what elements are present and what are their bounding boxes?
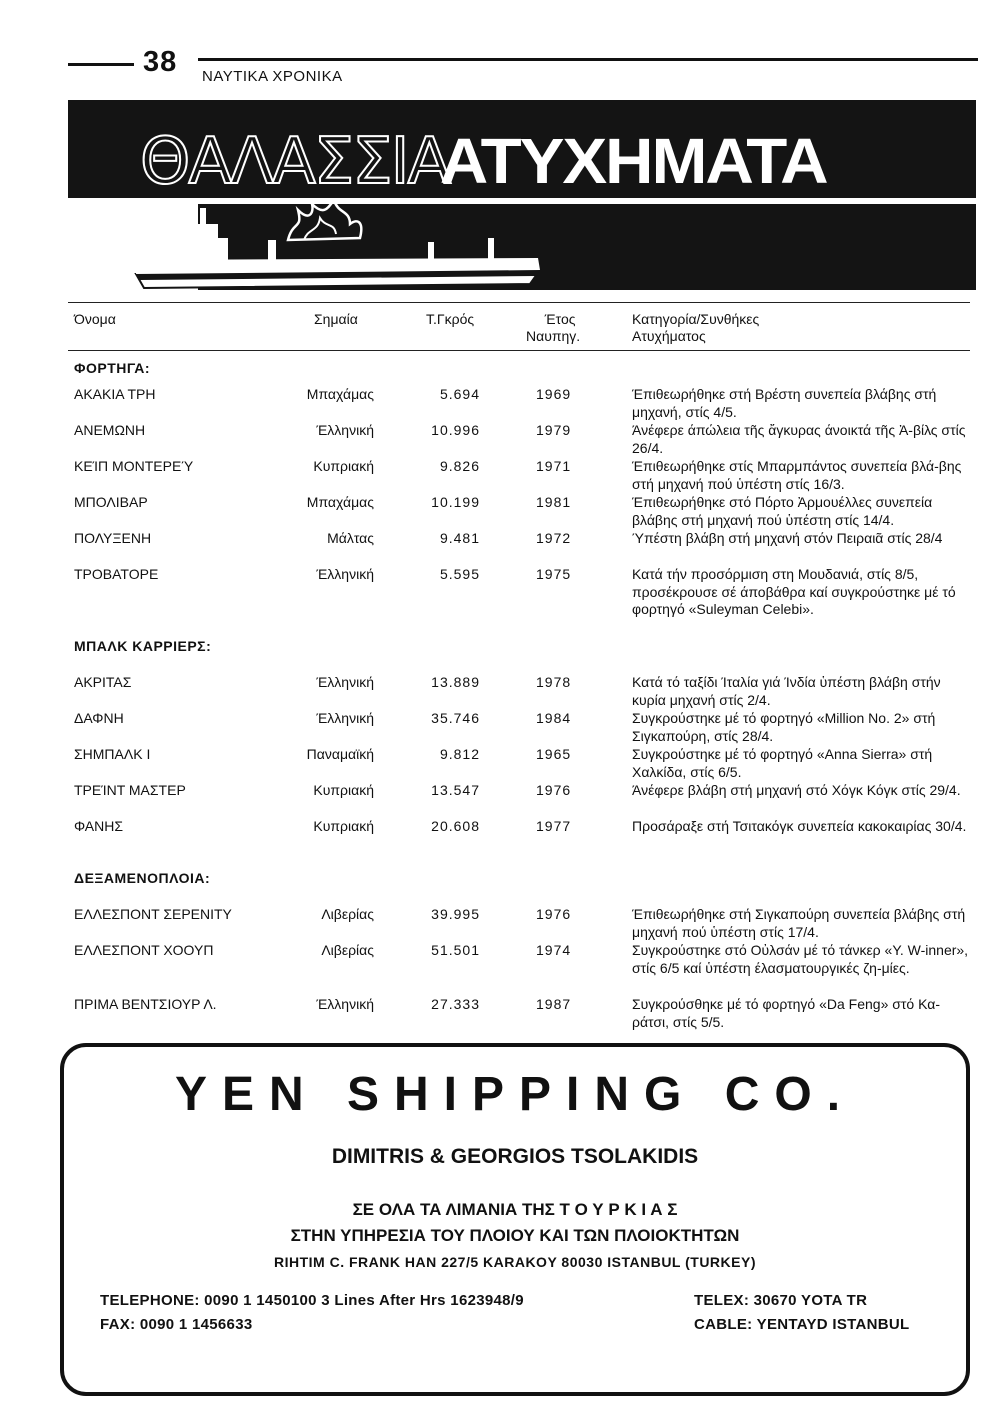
ad-company-name: YEN SHIPPING CO. — [174, 1068, 856, 1121]
ship-incident: Ύπέστη βλάβη στή μηχανή στόν Πειραιᾶ στίς 28/4 — [632, 530, 943, 546]
ship-name: ΑΚΑΚΙΑ ΤΡΗ — [74, 386, 156, 402]
ship-year: 1965 — [536, 746, 572, 762]
col-header-grt: Τ.Γκρός — [426, 311, 475, 327]
ship-incident: Συγκρούστηκε μέ τό φορτηγό «Anna Sierra» στή Χαλκίδα, στίς 6/5. — [632, 746, 933, 780]
ship-grt: 9.826 — [439, 458, 480, 474]
ship-year: 1987 — [536, 996, 572, 1012]
advertisement-box — [60, 1043, 970, 1396]
section-title-light: ΘΑΛΑΣΣΙΑ — [140, 125, 450, 199]
ship-incident: Συγκρούστηκε στό Οὐλσάν μέ τό τάνκερ «Y. W-inner», στίς 6/5 καί ὑπέστη έλασματουργικές ζη-μίες. — [632, 942, 969, 976]
ship-flag: Μπαχάμας — [306, 386, 374, 402]
header-rule-right — [198, 58, 978, 61]
ship-flag: Έλληνική — [316, 996, 374, 1012]
ship-name: ΠΟΛΥΞΕΝΗ — [74, 530, 152, 546]
col-header-year-line1: Έτος — [544, 311, 576, 327]
ad-telex: TELEX: 30670 YOTA TR — [694, 1292, 868, 1309]
ship-flag: Έλληνική — [316, 422, 374, 438]
ship-year: 1972 — [536, 530, 572, 546]
ship-flag: Κυπριακή — [313, 818, 374, 834]
ship-year: 1971 — [536, 458, 572, 474]
col-header-flag: Σημαία — [314, 311, 358, 327]
ship-flag: Λιβερίας — [321, 942, 374, 958]
ship-year: 1978 — [536, 674, 572, 690]
ship-year: 1981 — [536, 494, 572, 510]
table-header-rule — [68, 350, 970, 351]
ship-flag: Έλληνική — [316, 710, 374, 726]
col-header-year — [526, 311, 581, 345]
ship-year: 1976 — [536, 906, 572, 922]
section-title-cargo: ΦΟΡΤΗΓΑ: — [74, 360, 151, 376]
ad-tagline-1: ΣΕ ΟΛΑ ΤΑ ΛΙΜΑΝΙΑ ΤΗΣ Τ Ο Υ Ρ Κ Ι Α Σ — [352, 1200, 678, 1219]
ship-grt: 9.812 — [439, 746, 480, 762]
ship-grt: 9.481 — [439, 530, 480, 546]
ship-name: ΦΑΝΗΣ — [74, 818, 123, 834]
col-header-description — [632, 311, 759, 345]
ship-year: 1975 — [536, 566, 572, 582]
ship-grt: 20.608 — [431, 818, 480, 834]
ship-year: 1976 — [536, 782, 572, 798]
page-number: 38 — [143, 46, 178, 78]
ship-name: ΤΡΟΒΑΤΟΡΕ — [74, 566, 159, 582]
ad-telephone: TELEPHONE: 0090 1 1450100 3 Lines After Hrs 1623948/9 — [100, 1292, 524, 1309]
ship-incident: Άνέφερε άπώλεια τῆς ἄγκυρας άνοικτά τῆς Ἀ-βίλς στίς 26/4. — [632, 422, 966, 456]
magazine-name: ΝΑΥΤΙΚΑ ΧΡΟΝΙΚΑ — [202, 68, 343, 85]
ship-grt: 51.501 — [431, 942, 480, 958]
ship-flag: Κυπριακή — [313, 782, 374, 798]
ship-grt: 13.547 — [431, 782, 480, 798]
ship-incident: Έπιθεωρήθηκε στίς Μπαρμπάντος συνεπεία βλά-βης στή μηχανή πού ὑπέστη στίς 16/3. — [632, 458, 962, 492]
col-header-name: Όνομα — [74, 311, 116, 327]
ship-incident: Συγκρούστηκε μέ τό φορτηγό «Million No. 2» στή Σιγκαπούρη, στίς 28/4. — [632, 710, 936, 744]
ship-flag: Μπαχάμας — [306, 494, 374, 510]
ship-year: 1979 — [536, 422, 572, 438]
ship-grt: 10.199 — [431, 494, 480, 510]
ship-flag: Κυπριακή — [313, 458, 374, 474]
section-title — [140, 125, 827, 199]
ship-flag: Έλληνική — [316, 566, 374, 582]
ship-name: ΠΡΙΜΑ ΒΕΝΤΣΙΟΥΡ Λ. — [74, 996, 217, 1012]
ship-grt: 10.996 — [431, 422, 480, 438]
ship-incident: Έπιθεωρήθηκε στό Πόρτο Ἀρμουέλλες συνεπεία βλάβης στή μηχανή πού ὑπέστη στίς 14/4. — [632, 494, 933, 528]
ship-name: ΑΝΕΜΩΝΗ — [74, 422, 146, 438]
ship-flag: Μάλτας — [327, 530, 374, 546]
ship-incident: Έπιθεωρήθηκε στή Βρέστη συνεπεία βλάβης στή μηχανή, στίς 4/5. — [632, 386, 937, 420]
ship-grt: 5.595 — [439, 566, 480, 582]
ad-owners: DIMITRIS & GEORGIOS TSOLAKIDIS — [331, 1145, 699, 1168]
ship-incident: Κατά τό ταξίδι Ίταλία γιά Ίνδία ὑπέστη βλάβη στήν κυρία μηχανή στίς 2/4. — [632, 674, 941, 708]
ship-grt: 39.995 — [431, 906, 480, 922]
ship-name: ΑΚΡΙΤΑΣ — [74, 674, 132, 690]
ship-year: 1974 — [536, 942, 572, 958]
ship-flag: Λιβερίας — [321, 906, 374, 922]
table-top-rule — [68, 302, 970, 303]
col-header-year-line2: Ναυπηγ. — [526, 328, 581, 344]
header-rule-left — [68, 63, 134, 66]
ship-grt: 13.889 — [431, 674, 480, 690]
ship-grt: 5.694 — [439, 386, 480, 402]
ship-name: ΣΗΜΠΑΛΚ Ι — [74, 746, 151, 762]
section-title-bold: ΑΤΥΧΗΜΑΤΑ — [440, 125, 827, 197]
ad-tagline-2: ΣΤΗΝ ΥΠΗΡΕΣΙΑ ΤΟΥ ΠΛΟΙΟΥ ΚΑΙ ΤΩΝ ΠΛΟΙΟΚΤΗΤΩΝ — [290, 1226, 740, 1245]
col-header-desc-line2: Ατυχήματος — [632, 328, 706, 344]
ship-name: ΕΛΛΕΣΠΟΝΤ ΧΟΟΥΠ — [74, 942, 214, 958]
running-head — [0, 40, 1000, 90]
ship-name: ΜΠΟΛΙΒΑΡ — [74, 494, 148, 510]
ship-incident: Έπιθεωρήθηκε στή Σιγκαπούρη συνεπεία βλάβης στή μηχανή πού ὑπέστη στίς 17/4. — [632, 906, 966, 940]
ship-incident: Συγκρούσθηκε μέ τό φορτηγό «Da Feng» στό Κα-ράτσι, στίς 5/5. — [632, 996, 941, 1030]
section-title-bulk-carriers: ΜΠΑΛΚ ΚΑΡΡΙΕΡΣ: — [74, 638, 212, 654]
ad-fax: FAX: 0090 1 1456633 — [100, 1316, 253, 1333]
section-banner — [68, 100, 976, 290]
ship-year: 1984 — [536, 710, 572, 726]
ad-address: RIHTIM C. FRANK HAN 227/5 KARAKOY 80030 ISTANBUL (TURKEY) — [273, 1254, 756, 1270]
ship-incident: Κατά τήν προσόρμιση στη Μουδανιά, στίς 8/5, προσέκρουσε σέ άποβάθρα καί συγκρούστηκε μέ τό φορτηγό «Suleyman Celebi». — [632, 566, 956, 617]
ship-name: ΚΕΊΠ ΜΟΝΤΕΡΕΎ — [74, 458, 194, 474]
ship-flag: Παναμαϊκή — [306, 746, 374, 762]
ship-flag: Έλληνική — [316, 674, 374, 690]
ship-grt: 27.333 — [431, 996, 480, 1012]
ship-name: ΤΡΕΊΝΤ ΜΑΣΤΕΡ — [74, 782, 186, 798]
ship-name: ΔΑΦΝΗ — [74, 710, 124, 726]
ad-cable: CABLE: YENTAYD ISTANBUL — [694, 1316, 910, 1333]
ship-grt: 35.746 — [431, 710, 480, 726]
ship-name: ΕΛΛΕΣΠΟΝΤ ΣΕΡΕΝΙΤΥ — [74, 906, 232, 922]
burning-ship-icon — [128, 200, 548, 292]
ship-incident: Προσάραξε στή Τσιτακόγκ συνεπεία κακοκαιρίας 30/4. — [632, 818, 967, 834]
ship-incident: Άνέφερε βλάβη στή μηχανή στό Χόγκ Κόγκ στίς 29/4. — [632, 782, 961, 798]
section-title-tankers: ΔΕΞΑΜΕΝΟΠΛΟΙΑ: — [74, 870, 211, 886]
ship-year: 1969 — [536, 386, 572, 402]
ship-year: 1977 — [536, 818, 572, 834]
col-header-desc-line1: Κατηγορία/Συνθήκες — [632, 311, 760, 327]
